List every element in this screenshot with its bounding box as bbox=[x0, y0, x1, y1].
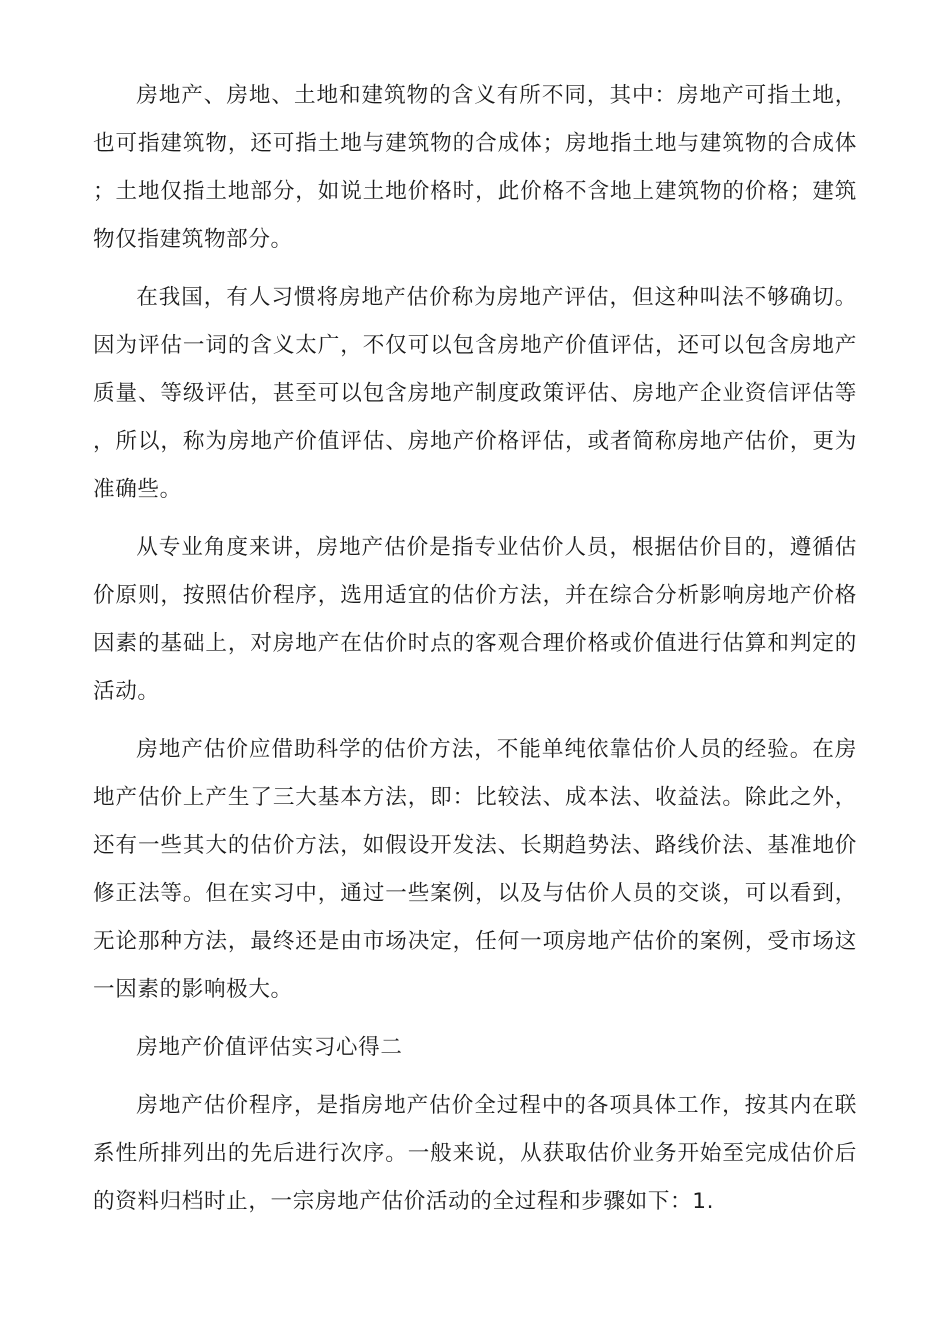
section-heading: 房地产价值评估实习心得二 bbox=[136, 1035, 403, 1060]
paragraph-terms-definition: 房地产、房地、土地和建筑物的含义有所不同，其中：房地产可指土地，也可指建筑物，还可指土地与建筑物的合成体；房地指土地与建筑物的合成体；土地仅指土地部分，如说土地价格时，此价格不含地上建筑物的价格；建筑物仅指建筑物部分。 bbox=[93, 83, 857, 252]
paragraph-valuation-naming: 在我国，有人习惯将房地产估价称为房地产评估，但这种叫法不够确切。因为评估一词的含义太广，不仅可以包含房地产价值评估，还可以包含房地产质量、等级评估，甚至可以包含房地产制度政策评估、房地产企业资信评估等，所以，称为房地产价值评估、房地产价格评估，或者简称房地产估价，更为准确些。 bbox=[93, 285, 857, 502]
document-body bbox=[93, 72, 857, 1226]
paragraph-professional-definition: 从专业角度来讲，房地产估价是指专业估价人员，根据估价目的，遵循估价原则，按照估价程序，选用适宜的估价方法，并在综合分析影响房地产价格因素的基础上，对房地产在估价时点的客观合理价格或价值进行估算和判定的活动。 bbox=[93, 535, 857, 704]
paragraph-valuation-procedure: 房地产估价程序，是指房地产估价全过程中的各项具体工作，按其内在联系性所排列出的先后进行次序。一般来说，从获取估价业务开始至完成估价后的资料归档时止，一宗房地产估价活动的全过程和步骤如下：1. bbox=[93, 1093, 857, 1214]
paragraph-valuation-methods: 房地产估价应借助科学的估价方法，不能单纯依靠估价人员的经验。在房地产估价上产生了三大基本方法，即：比较法、成本法、收益法。除此之外，还有一些其大的估价方法，如假设开发法、长期趋势法、路线价法、基准地价修正法等。但在实习中，通过一些案例，以及与估价人员的交谈，可以看到，无论那种方法，最终还是由市场决定，任何一项房地产估价的案例，受市场这一因素的影响极大。 bbox=[93, 737, 857, 1002]
